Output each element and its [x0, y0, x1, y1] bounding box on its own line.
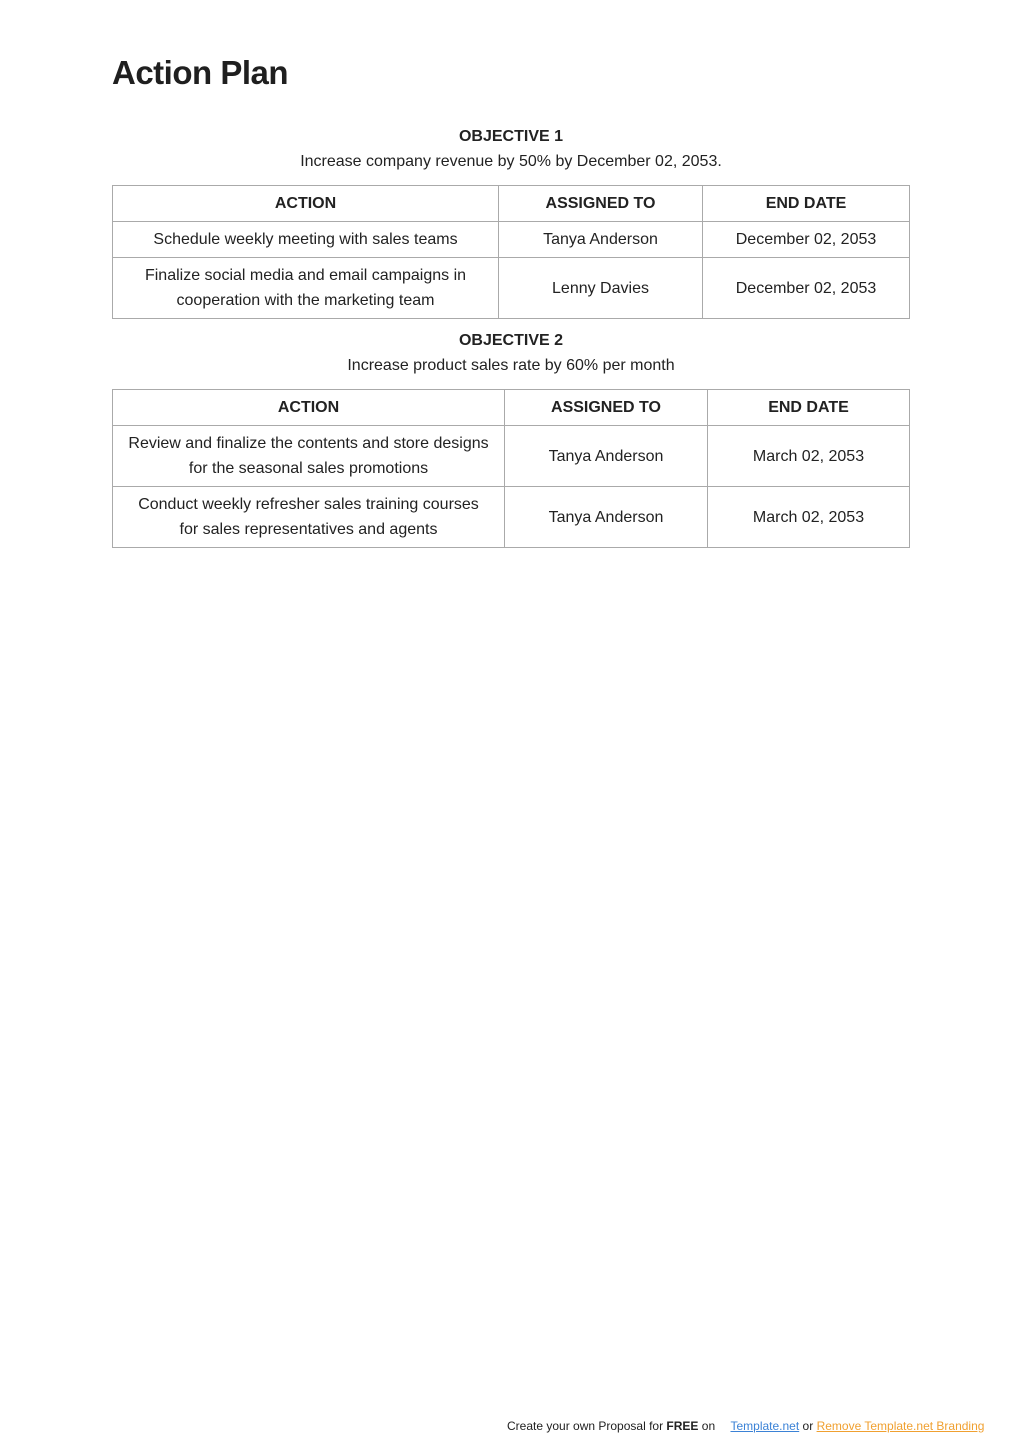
page-title: Action Plan — [112, 54, 289, 91]
cell-assigned-to: Tanya Anderson — [499, 222, 703, 258]
table-row — [113, 426, 910, 487]
header-end-date: END DATE — [708, 390, 910, 426]
cell-end-date: December 02, 2053 — [703, 222, 910, 258]
cell-end-date: March 02, 2053 — [708, 487, 910, 548]
header-assigned-to: ASSIGNED TO — [505, 390, 708, 426]
objective-description: Increase product sales rate by 60% per month — [347, 357, 675, 374]
header-end-date: END DATE — [703, 186, 910, 222]
cell-assigned-to: Tanya Anderson — [505, 487, 708, 548]
objective-description: Increase company revenue by 50% by December 02, 2053. — [300, 153, 722, 170]
cell-action: Schedule weekly meeting with sales teams — [113, 222, 499, 258]
cell-assigned-to: Tanya Anderson — [505, 426, 708, 487]
footer-prefix: Create your own Proposal for — [507, 1419, 664, 1433]
objective-label: OBJECTIVE 1 — [458, 128, 564, 145]
table-row — [113, 258, 910, 319]
header-action: ACTION — [113, 390, 505, 426]
cell-end-date: March 02, 2053 — [708, 426, 910, 487]
objective-label: OBJECTIVE 2 — [458, 332, 564, 349]
table-row — [113, 487, 910, 548]
header-assigned-to: ASSIGNED TO — [499, 186, 703, 222]
cell-end-date: December 02, 2053 — [703, 258, 910, 319]
footer-or: or — [802, 1419, 814, 1433]
footer-on: on — [701, 1419, 716, 1433]
objective-2-table — [112, 389, 910, 548]
objective-1-table — [112, 185, 910, 319]
cell-action: Review and finalize the contents and store designs for the seasonal sales promotions — [113, 426, 505, 487]
cell-action: Conduct weekly refresher sales training courses for sales representatives and agents — [113, 487, 505, 548]
table-header-row — [113, 186, 910, 222]
table-header-row — [113, 390, 910, 426]
header-action: ACTION — [113, 186, 499, 222]
objective-1-heading — [112, 124, 910, 174]
cell-assigned-to: Lenny Davies — [499, 258, 703, 319]
footer-free: FREE — [666, 1419, 699, 1433]
template-net-link[interactable]: Template.net — [730, 1419, 800, 1433]
footer-branding — [507, 1419, 984, 1433]
remove-branding-link[interactable]: Remove Template.net Branding — [816, 1419, 985, 1433]
table-row — [113, 222, 910, 258]
objective-2-heading — [112, 328, 910, 378]
cell-action: Finalize social media and email campaigns in cooperation with the marketing team — [113, 258, 499, 319]
